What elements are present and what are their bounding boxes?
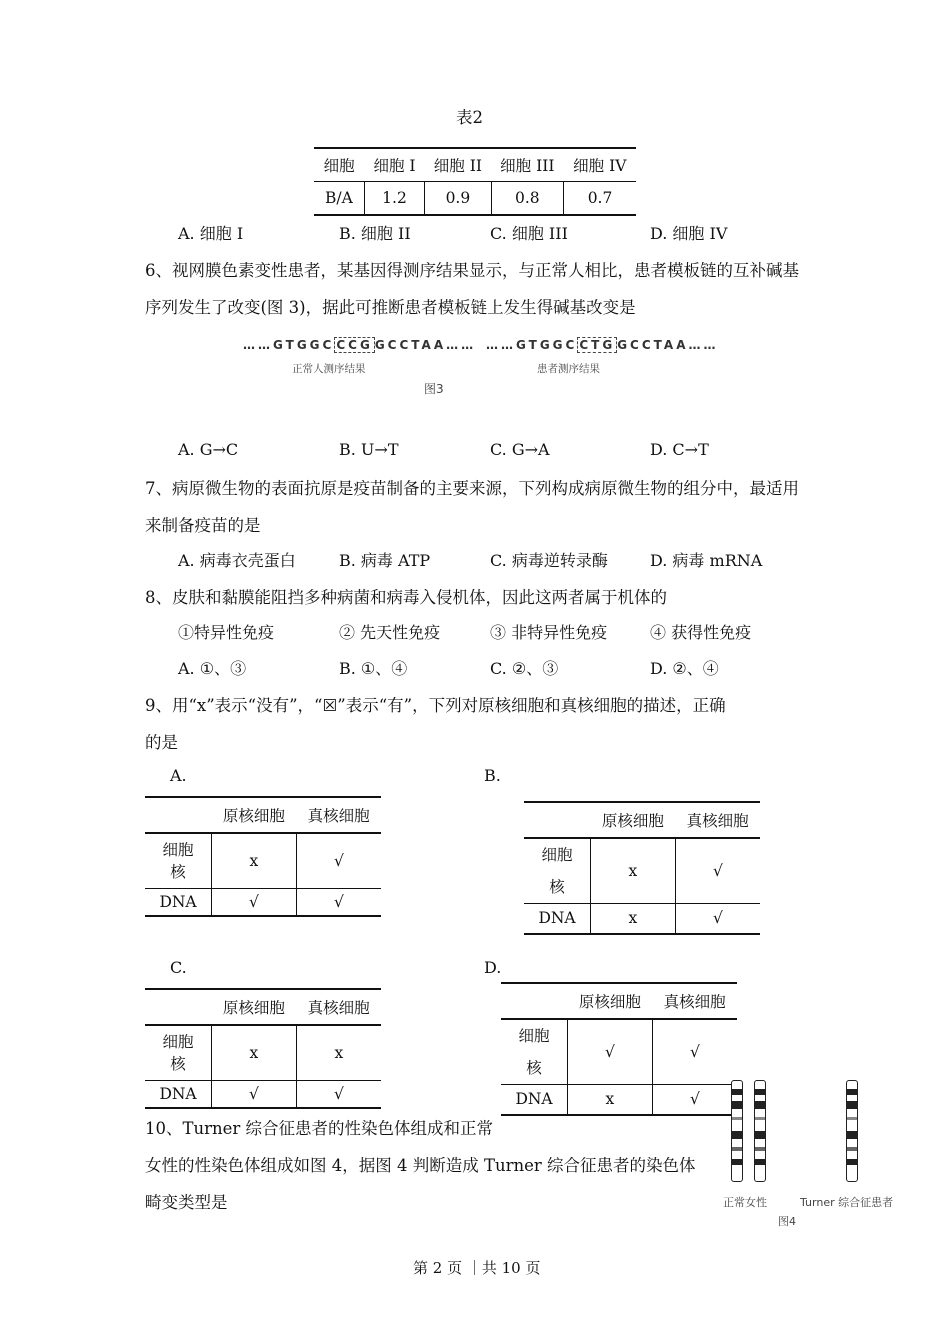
q9-col-eukaryote: 真核细胞 [652, 983, 737, 1019]
q9-table-c [145, 988, 381, 1109]
q6-normal-seq-post: GCCTAA [374, 338, 447, 352]
q9-table-b [524, 801, 760, 935]
q9-row-nucleus-a: 细胞 [162, 840, 194, 859]
q9-cell: √ [568, 1019, 653, 1085]
q9-cell: √ [652, 1019, 737, 1085]
table2-header: 细胞 [314, 148, 364, 182]
q9-row-dna: DNA [524, 904, 591, 934]
q9-cell: x [212, 833, 297, 888]
q9-cell: x [212, 1025, 297, 1080]
q6-normal-caption: 正常人测序结果 [292, 363, 366, 375]
q9-cell: x [591, 904, 676, 934]
q9-option-d-label: D. [484, 958, 502, 977]
q6-patient-dots-right: …… [688, 338, 719, 352]
q6-option-c: C. G→A [490, 440, 550, 459]
table2-header: 细胞 IV [564, 148, 636, 182]
q6-normal-seq-box: CCG [336, 338, 373, 352]
q5-option-c: C. 细胞 III [490, 224, 568, 243]
q9-cell: √ [296, 888, 381, 916]
q6-line1: 6、视网膜色素变性患者，某基因得测序结果显示，与正常人相比，患者模板链的互补碱基 [145, 261, 799, 280]
q6-option-d: D. C→T [650, 440, 709, 459]
fig4-label: 图4 [778, 1215, 796, 1228]
q7-option-a: A. 病毒衣壳蛋白 [178, 551, 296, 570]
q9-line1: 9、用“x”表示“没有”，“☒”表示“有”，下列对原核细胞和真核细胞的描述，正确 [145, 696, 726, 715]
q9-option-a-label: A. [170, 766, 187, 785]
table2-header: 细胞 I [364, 148, 424, 182]
q8-option-c: C. ②、③ [490, 659, 559, 678]
q9-row-dna: DNA [145, 1080, 212, 1108]
q9-col-eukaryote: 真核细胞 [675, 802, 760, 838]
q7-option-d: D. 病毒 mRNA [650, 551, 763, 570]
q9-cell: x [591, 838, 676, 904]
page-footer: 第 2 页 ｜共 10 页 [413, 1259, 541, 1277]
q7-option-b: B. 病毒 ATP [339, 551, 431, 570]
table2-header: 细胞 III [491, 148, 563, 182]
q9-col-prokaryote: 原核细胞 [568, 983, 653, 1019]
q10-line3: 畸变类型是 [145, 1193, 228, 1212]
q9-cell: √ [212, 888, 297, 916]
q9-option-c-label: C. [170, 958, 187, 977]
fig4-caption-normal: 正常女性 [723, 1196, 767, 1209]
chromosome-x-turner [846, 1080, 858, 1182]
q9-cell: √ [296, 1080, 381, 1108]
q6-patient-caption: 患者测序结果 [537, 363, 600, 375]
q9-cell: √ [675, 838, 760, 904]
chromosome-x-normal-2 [754, 1080, 766, 1182]
q9-col-prokaryote: 原核细胞 [212, 797, 297, 833]
table2-cell: B/A [325, 189, 353, 207]
q8-option-a: A. ①、③ [178, 659, 247, 678]
table2-cell: 0.7 [564, 182, 636, 216]
q9-cell: x [568, 1085, 653, 1115]
q9-row-nucleus-a: 细胞 [518, 1027, 550, 1045]
q6-normal-sequence [243, 338, 476, 352]
q5-option-d: D. 细胞 IV [650, 224, 728, 243]
table2-cell: 0.8 [491, 182, 563, 216]
q9-col-prokaryote: 原核细胞 [591, 802, 676, 838]
table2-cell: 1.2 [364, 182, 424, 216]
table2-header: 细胞 II [425, 148, 491, 182]
q8-item-1: ①特异性免疫 [178, 623, 275, 642]
q9-cell: √ [212, 1080, 297, 1108]
q6-patient-seq-box: CTG [579, 338, 616, 352]
q6-option-b: B. U→T [339, 440, 399, 459]
q8-item-2: ② 先天性免疫 [339, 623, 441, 642]
q6-patient-dots-left: …… [486, 338, 516, 352]
q9-row-dna: DNA [145, 888, 212, 916]
q6-figure-label: 图3 [424, 382, 444, 396]
q9-cell: √ [675, 904, 760, 934]
q9-table-a [145, 796, 381, 917]
table2 [314, 147, 636, 216]
q9-table-d [501, 982, 737, 1116]
q9-row-nucleus-b: 核 [170, 862, 186, 881]
chromosome-x-normal-1 [731, 1080, 743, 1182]
table2-cell: 0.9 [425, 182, 491, 216]
q6-patient-seq-pre: GTGGC [516, 338, 578, 352]
q9-col-prokaryote: 原核细胞 [212, 989, 297, 1025]
q9-option-b-label: B. [484, 766, 501, 785]
q6-normal-dots-left: …… [243, 338, 273, 352]
q9-row-nucleus-b: 核 [526, 1059, 542, 1077]
q8-item-4: ④ 获得性免疫 [650, 623, 752, 642]
q9-line2: 的是 [145, 733, 178, 752]
q5-option-a: A. 细胞 I [178, 224, 244, 243]
q7-line2: 来制备疫苗的是 [145, 516, 261, 535]
fig4-caption-turner: Turner 综合征患者 [800, 1196, 894, 1209]
q6-patient-seq-post: GCCTAA [617, 338, 689, 352]
q9-cell: √ [296, 833, 381, 888]
q9-cell: x [296, 1025, 381, 1080]
q9-col-eukaryote: 真核细胞 [296, 797, 381, 833]
q6-option-a: A. G→C [178, 440, 239, 459]
q9-row-nucleus-a: 细胞 [162, 1032, 194, 1051]
q10-line1: 10、Turner 综合征患者的性染色体组成和正常 [145, 1119, 494, 1138]
q8-option-b: B. ①、④ [339, 659, 408, 678]
q10-line2: 女性的性染色体组成如图 4，据图 4 判断造成 Turner 综合征患者的染色体 [145, 1156, 696, 1175]
q7-line1: 7、病原微生物的表面抗原是疫苗制备的主要来源，下列构成病原微生物的组分中，最适用 [145, 479, 799, 498]
q9-row-nucleus-b: 核 [170, 1054, 186, 1073]
q8-line1: 8、皮肤和黏膜能阻挡多种病菌和病毒入侵机体，因此这两者属于机体的 [145, 588, 667, 607]
q9-cell: √ [652, 1085, 737, 1115]
q8-option-d: D. ②、④ [650, 659, 719, 678]
q9-row-nucleus-b: 核 [549, 878, 565, 896]
q8-item-3: ③ 非特异性免疫 [490, 623, 608, 642]
q6-normal-seq-pre: GTGGC [273, 338, 335, 352]
table2-title: 表2 [456, 108, 483, 127]
q9-row-dna: DNA [501, 1085, 568, 1115]
q9-row-nucleus-a: 细胞 [541, 846, 573, 864]
q7-option-c: C. 病毒逆转录酶 [490, 551, 608, 570]
q5-option-b: B. 细胞 II [339, 224, 411, 243]
q9-col-eukaryote: 真核细胞 [296, 989, 381, 1025]
q6-patient-sequence [486, 338, 718, 352]
q6-normal-dots-right: …… [446, 338, 477, 352]
q6-line2: 序列发生了改变(图 3)，据此可推断患者模板链上发生得碱基改变是 [145, 298, 636, 317]
